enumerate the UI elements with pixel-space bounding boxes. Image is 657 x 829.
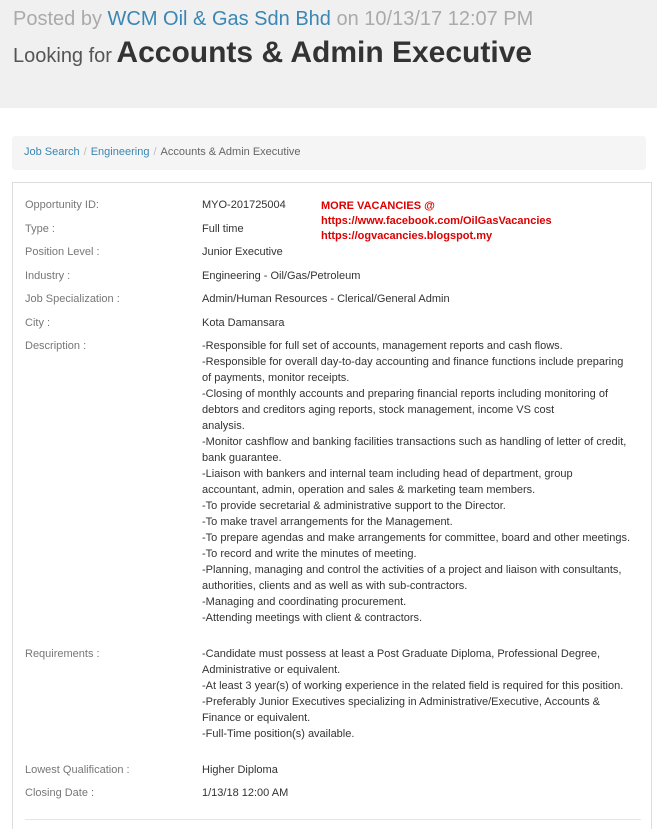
detail-label: Opportunity ID: [25,199,99,211]
detail-label: Job Specialization : [25,293,120,305]
detail-row-job-specialization [13,291,653,307]
detail-value: Kota Damansara [202,317,285,329]
page-header [0,0,657,108]
job-details-panel [12,182,652,829]
detail-row-city [13,315,653,331]
description-line: -Managing and coordinating procurement. [202,596,407,608]
description-line: -Responsible for full set of accounts, management reports and cash flows. [202,340,563,352]
breadcrumb [12,136,646,170]
detail-label: Industry : [25,270,71,282]
breadcrumb-job-search[interactable]: Job Search [24,146,80,158]
requirement-line: Finance or equivalent. [202,712,311,724]
description-line: analysis. [202,420,245,432]
description-line: debtors and creditors aging reports, stock management, income VS cost [202,404,555,416]
breadcrumb-separator: / [153,146,157,158]
detail-value: Engineering - Oil/Gas/Petroleum [202,270,361,282]
detail-label: Requirements : [25,648,100,660]
description-line: -Closing of monthly accounts and preparing financial reports including monitoring of [202,388,609,400]
detail-label: Closing Date : [25,787,95,799]
description-line: accountant, admin, operation and sales & marketing team members. [202,484,536,496]
page-title [13,36,532,70]
requirement-line: -At least 3 year(s) of working experience in the related field is required for this position. [202,680,624,692]
description-line: authorities, clients and as well as with sub-contractors. [202,580,468,592]
detail-row-position-level [13,244,653,260]
description-line: -To record and write the minutes of meeting. [202,548,417,560]
detail-value: Admin/Human Resources - Clerical/General Admin [202,293,450,305]
detail-row-closing-date [13,785,653,801]
requirement-line: Administrative or equivalent. [202,664,341,676]
promo-heading: MORE VACANCIES @ [321,200,435,212]
detail-label: Type : [25,223,55,235]
description-line: of payments, monitor receipts. [202,372,350,384]
breadcrumb-separator: / [83,146,87,158]
job-title: Accounts & Admin Executive [116,36,533,69]
promo-blog-link[interactable]: https://ogvacancies.blogspot.my [321,230,493,242]
posted-date: on 10/13/17 12:07 PM [336,8,534,30]
posted-by-line [13,8,533,31]
requirements-text [202,646,642,742]
panel-divider [25,819,641,820]
detail-label: Position Level : [25,246,100,258]
description-line: -To prepare agendas and make arrangements for committee, board and other meetings. [202,532,631,544]
description-line: -To make travel arrangements for the Management. [202,516,453,528]
description-line: -Attending meetings with client & contractors. [202,612,423,624]
detail-row-description [13,338,653,626]
description-text [202,338,642,626]
detail-label: Lowest Qualification : [25,764,130,776]
detail-value: MYO-201725004 [202,199,286,211]
breadcrumb-current: Accounts & Admin Executive [160,146,301,158]
detail-row-industry [13,268,653,284]
requirement-line: -Preferably Junior Executives specializing in Administrative/Executive, Accounts & [202,696,601,708]
detail-row-opportunity-id [13,197,653,213]
breadcrumb-engineering[interactable]: Engineering [90,146,150,158]
requirement-line: -Candidate must possess at least a Post Graduate Diploma, Professional Degree, [202,648,601,660]
description-line: -Planning, managing and control the activities of a project and liaison with consultants, [202,564,622,576]
detail-label: Description : [25,340,87,352]
description-line: -Liaison with bankers and internal team including head of department, group [202,468,573,480]
description-line: -Monitor cashflow and banking facilities transactions such as handling of letter of credit, [202,436,627,448]
requirement-line: -Full-Time position(s) available. [202,728,355,740]
detail-value: Junior Executive [202,246,283,258]
detail-row-lowest-qualification [13,762,653,778]
detail-row-requirements [13,646,653,742]
detail-value: 1/13/18 12:00 AM [202,787,289,799]
promo-facebook-link[interactable]: https://www.facebook.com/OilGasVacancies [321,215,552,227]
posted-prefix: Posted by [13,8,102,30]
detail-label: City : [25,317,51,329]
description-line: -Responsible for overall day-to-day accounting and finance functions include preparing [202,356,624,368]
description-line: bank guarantee. [202,452,282,464]
looking-for-label: Looking for [13,45,112,67]
description-line: -To provide secretarial & administrative support to the Director. [202,500,506,512]
detail-value: Full time [202,223,244,235]
company-link[interactable]: WCM Oil & Gas Sdn Bhd [107,8,331,30]
detail-row-type [13,221,653,237]
detail-value: Higher Diploma [202,764,278,776]
